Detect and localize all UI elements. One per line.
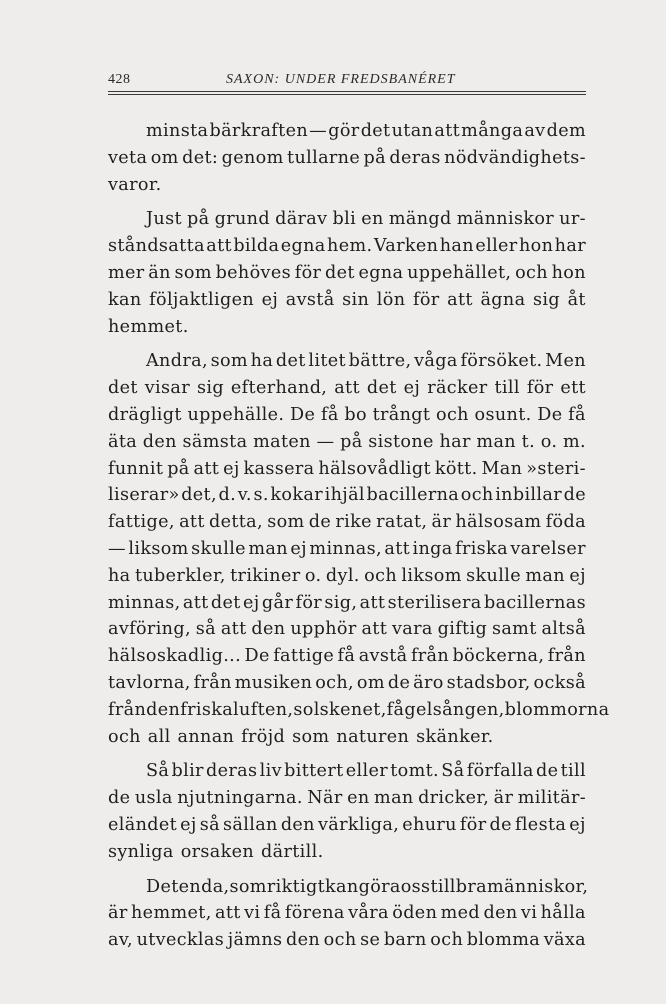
word: maten bbox=[253, 431, 311, 452]
word: tavlorna, bbox=[108, 672, 191, 693]
text-line bbox=[108, 643, 586, 670]
word: egna bbox=[280, 236, 326, 257]
text-line bbox=[108, 697, 610, 724]
word: hem. bbox=[327, 236, 373, 257]
word: sällan bbox=[223, 814, 278, 835]
word: har bbox=[554, 236, 586, 257]
word: att bbox=[447, 289, 473, 310]
text-line bbox=[108, 900, 586, 927]
word: utan bbox=[391, 121, 434, 141]
word: det bbox=[366, 378, 397, 399]
word: den bbox=[142, 431, 177, 452]
word: blomma bbox=[466, 930, 541, 951]
word: och, bbox=[315, 672, 354, 693]
text-line bbox=[108, 456, 586, 483]
word: från bbox=[193, 672, 232, 693]
word: ståndsatta bbox=[108, 236, 205, 257]
word: det bbox=[108, 378, 138, 399]
word: blommorna bbox=[504, 699, 610, 720]
word: om bbox=[356, 672, 385, 693]
text-line bbox=[108, 206, 586, 233]
word: och bbox=[323, 930, 357, 951]
text-line bbox=[108, 616, 586, 643]
text-line: hemmet. bbox=[108, 316, 189, 337]
word: friska bbox=[180, 699, 234, 720]
word: s. bbox=[253, 485, 269, 506]
word: försöket. bbox=[460, 351, 543, 372]
word: den bbox=[286, 930, 321, 951]
word: värkliga, bbox=[317, 814, 400, 835]
word: få bbox=[337, 646, 356, 667]
word: sig bbox=[533, 289, 560, 310]
word: går bbox=[261, 592, 294, 613]
word: att bbox=[359, 592, 386, 613]
word: är bbox=[108, 903, 128, 924]
word: att bbox=[384, 538, 411, 559]
word: växa bbox=[543, 930, 586, 951]
word: de bbox=[563, 485, 586, 506]
word: eller bbox=[475, 236, 518, 257]
word: uppehället, bbox=[407, 262, 512, 283]
word: åt bbox=[567, 289, 586, 310]
text-line bbox=[108, 482, 586, 509]
word: ej bbox=[223, 458, 240, 479]
text-line bbox=[108, 145, 586, 172]
word: av, bbox=[108, 930, 133, 951]
word: lön bbox=[376, 289, 406, 310]
word: skulle bbox=[466, 565, 521, 586]
word: från bbox=[547, 646, 586, 667]
word: föda bbox=[545, 512, 586, 533]
word: usla bbox=[134, 788, 173, 809]
word: inbillar bbox=[495, 485, 562, 506]
paragraph bbox=[108, 206, 586, 340]
word: att bbox=[434, 121, 461, 141]
word: förfalla bbox=[466, 761, 534, 782]
text-line bbox=[108, 287, 586, 314]
word: Just bbox=[146, 209, 182, 230]
word: — bbox=[316, 431, 335, 452]
word: med bbox=[440, 903, 481, 924]
text-line bbox=[108, 670, 586, 697]
word: oss bbox=[400, 876, 431, 897]
word: på bbox=[167, 458, 190, 479]
paragraph bbox=[108, 348, 610, 750]
word: man bbox=[476, 431, 516, 452]
text-line bbox=[108, 118, 586, 145]
body-text bbox=[108, 118, 610, 954]
word: Man bbox=[481, 458, 523, 479]
word: kokar bbox=[270, 485, 323, 506]
word: rike bbox=[335, 512, 372, 533]
text-line bbox=[108, 429, 586, 456]
word: hålla bbox=[540, 903, 586, 924]
word: från bbox=[410, 646, 450, 667]
word: de bbox=[387, 672, 411, 693]
word: fattige bbox=[273, 646, 335, 667]
word: som bbox=[174, 262, 212, 283]
word: friska bbox=[455, 538, 508, 559]
word: öden bbox=[392, 903, 438, 924]
word: att bbox=[215, 903, 241, 924]
word: sig, bbox=[324, 592, 358, 613]
word: flesta bbox=[514, 814, 567, 835]
word: uppehälle. bbox=[187, 404, 285, 425]
word: dricker, bbox=[418, 788, 490, 809]
text-line bbox=[108, 563, 586, 590]
word: Varken bbox=[373, 236, 439, 257]
word: göra bbox=[358, 876, 401, 897]
word: på bbox=[340, 431, 363, 452]
word: äta bbox=[108, 431, 138, 452]
word: för bbox=[295, 592, 323, 613]
word: de bbox=[489, 814, 512, 835]
word: för bbox=[526, 378, 554, 399]
word: få bbox=[320, 404, 339, 425]
word: litet bbox=[308, 351, 346, 372]
word: de bbox=[536, 761, 559, 782]
text-line bbox=[108, 348, 586, 375]
word: om bbox=[150, 147, 179, 168]
word: på bbox=[363, 147, 386, 168]
word: avstå bbox=[358, 646, 408, 667]
word: våga bbox=[414, 351, 458, 372]
word: att bbox=[179, 512, 205, 533]
word: sin bbox=[342, 289, 370, 310]
word: njutningarna. bbox=[177, 788, 303, 809]
text-line bbox=[108, 874, 589, 901]
word: De bbox=[244, 646, 270, 667]
word: är bbox=[431, 512, 452, 533]
word: dyl. bbox=[325, 565, 360, 586]
word: avföring, bbox=[108, 619, 191, 640]
word: ej bbox=[180, 814, 197, 835]
word: ej bbox=[403, 378, 421, 399]
word: en bbox=[347, 788, 370, 809]
word: en bbox=[361, 209, 384, 230]
word: Andra, bbox=[146, 351, 208, 372]
word: behöves bbox=[215, 262, 291, 283]
word: tullarne bbox=[287, 147, 361, 168]
word: och bbox=[430, 930, 464, 951]
word: att bbox=[182, 592, 209, 613]
word: solskenet, bbox=[293, 699, 387, 720]
word: ej bbox=[569, 565, 586, 586]
word: kött. bbox=[434, 458, 478, 479]
page-number: 428 bbox=[108, 72, 131, 87]
word: trikiner bbox=[230, 565, 301, 586]
word: ur- bbox=[559, 209, 586, 230]
word: mängd bbox=[388, 209, 452, 230]
word: — bbox=[309, 121, 328, 141]
text-line bbox=[108, 233, 586, 260]
page-header bbox=[108, 72, 586, 92]
word: som bbox=[267, 512, 305, 533]
text-line: varor. bbox=[108, 174, 162, 195]
text-line bbox=[108, 812, 586, 839]
word: för bbox=[459, 814, 487, 835]
word: ehuru bbox=[402, 814, 457, 835]
paragraph bbox=[108, 118, 586, 198]
word: till bbox=[560, 761, 586, 782]
word: är bbox=[493, 788, 514, 809]
word: många bbox=[461, 121, 524, 141]
word: dem bbox=[546, 121, 586, 141]
word: följaktligen bbox=[149, 289, 255, 310]
word: fattige, bbox=[108, 512, 175, 533]
word: människor bbox=[456, 209, 555, 230]
word: t. bbox=[521, 431, 536, 452]
word: liv bbox=[259, 761, 282, 782]
word: att bbox=[193, 458, 220, 479]
word: man bbox=[374, 788, 414, 809]
word: räcker bbox=[427, 378, 488, 399]
word: varelser bbox=[510, 538, 586, 559]
word: den bbox=[483, 903, 518, 924]
word: ej bbox=[261, 289, 279, 310]
paragraph bbox=[108, 758, 586, 865]
word: bacillernas bbox=[483, 592, 586, 613]
word: Det bbox=[146, 876, 179, 897]
word: musiken bbox=[234, 672, 313, 693]
word: kan bbox=[108, 289, 142, 310]
word: sig bbox=[196, 378, 224, 399]
word: egna bbox=[358, 262, 404, 283]
word: och bbox=[364, 565, 397, 586]
word: sistone bbox=[368, 431, 434, 452]
word: eländet bbox=[108, 814, 178, 835]
word: det bbox=[324, 262, 355, 283]
paragraph bbox=[108, 874, 589, 954]
word: efterhand, bbox=[230, 378, 328, 399]
word: ej bbox=[290, 538, 307, 559]
text-line: synliga orsaken därtill. bbox=[108, 841, 324, 862]
word: barn bbox=[383, 930, 427, 951]
word: samt bbox=[491, 619, 537, 640]
word: för bbox=[413, 289, 440, 310]
word: stadsbor, bbox=[446, 672, 531, 693]
word: funnit bbox=[108, 458, 164, 479]
word: fågelsången, bbox=[386, 699, 505, 720]
word: liksom bbox=[128, 538, 189, 559]
word: mer bbox=[108, 262, 145, 283]
word: deras bbox=[206, 761, 258, 782]
word: man bbox=[525, 565, 565, 586]
word: ej bbox=[243, 592, 260, 613]
running-title: SAXON: UNDER FREDSBANÉRET bbox=[226, 72, 456, 87]
word: hon bbox=[518, 236, 554, 257]
word: ihjäl bbox=[324, 485, 365, 506]
word: den bbox=[251, 619, 286, 640]
word: våra bbox=[348, 903, 389, 924]
word: ej bbox=[569, 814, 586, 835]
word: blir bbox=[171, 761, 204, 782]
word: hälsoskadlig... bbox=[108, 646, 242, 667]
word: liksom bbox=[401, 565, 462, 586]
word: vi bbox=[244, 903, 261, 924]
word: bittert bbox=[284, 761, 344, 782]
word: gör bbox=[328, 121, 360, 141]
header-rule-top bbox=[108, 91, 586, 92]
word: kan bbox=[325, 876, 359, 897]
word: o. bbox=[304, 565, 322, 586]
word: d. bbox=[218, 485, 237, 506]
word: giftig bbox=[437, 619, 488, 640]
word: av bbox=[524, 121, 546, 141]
word: har bbox=[439, 431, 471, 452]
word: det bbox=[210, 592, 241, 613]
text-line bbox=[108, 590, 586, 617]
word: än bbox=[148, 262, 171, 283]
word: detta, bbox=[208, 512, 263, 533]
word: riktigt bbox=[266, 876, 326, 897]
word: vi bbox=[520, 903, 538, 924]
word: minsta bbox=[146, 121, 209, 141]
text-line bbox=[108, 536, 586, 563]
word: som bbox=[210, 351, 248, 372]
word: ha bbox=[250, 351, 274, 372]
word: luften, bbox=[233, 699, 294, 720]
text-line bbox=[108, 509, 586, 536]
word: det: bbox=[182, 147, 219, 168]
word: liserar» bbox=[108, 485, 180, 506]
word: han bbox=[439, 236, 474, 257]
word: bärkraften bbox=[209, 121, 309, 141]
word: och bbox=[436, 404, 469, 425]
word: avstå bbox=[285, 289, 335, 310]
word: böckerna, bbox=[452, 646, 545, 667]
word: sämsta bbox=[182, 431, 248, 452]
word: bra bbox=[455, 876, 488, 897]
word: trångt bbox=[372, 404, 431, 425]
word: den bbox=[280, 814, 315, 835]
text-line: och all annan fröjd som naturen skänker. bbox=[108, 726, 494, 747]
word: det, bbox=[181, 485, 217, 506]
word: Men bbox=[545, 351, 586, 372]
word: militär- bbox=[517, 788, 586, 809]
word: till bbox=[430, 876, 456, 897]
word: o. bbox=[540, 431, 558, 452]
text-line bbox=[108, 260, 586, 287]
word: de bbox=[108, 788, 131, 809]
text-line bbox=[108, 785, 586, 812]
word: ägna bbox=[480, 289, 526, 310]
word: altså bbox=[541, 619, 586, 640]
word: bilda bbox=[233, 236, 280, 257]
word: man bbox=[248, 538, 288, 559]
word: nödvändighets- bbox=[444, 147, 586, 168]
word: och bbox=[515, 262, 548, 283]
word: bättre, bbox=[348, 351, 412, 372]
word: på bbox=[187, 209, 210, 230]
word: v. bbox=[237, 485, 252, 506]
word: från bbox=[108, 699, 147, 720]
word: visar bbox=[144, 378, 191, 399]
word: enda, bbox=[178, 876, 230, 897]
word: »steri- bbox=[526, 458, 586, 479]
word: ratat, bbox=[376, 512, 428, 533]
word: utvecklas bbox=[136, 930, 225, 951]
word: hemmet, bbox=[131, 903, 212, 924]
word: genom bbox=[221, 147, 284, 168]
word: för bbox=[294, 262, 322, 283]
text-line bbox=[108, 402, 586, 429]
word: som bbox=[229, 876, 267, 897]
word: ha bbox=[108, 565, 131, 586]
word: bacillerna bbox=[366, 485, 460, 506]
word: bli bbox=[332, 209, 357, 230]
word: sterilisera bbox=[387, 592, 482, 613]
word: få bbox=[568, 404, 586, 425]
word: att bbox=[206, 236, 232, 257]
word: och bbox=[460, 485, 494, 506]
word: När bbox=[307, 788, 343, 809]
word: jämns bbox=[227, 930, 283, 951]
word: osunt. bbox=[474, 404, 532, 425]
word: drägligt bbox=[108, 404, 182, 425]
word: de bbox=[308, 512, 332, 533]
word: människor, bbox=[487, 876, 589, 897]
word: kassera bbox=[243, 458, 315, 479]
word: till bbox=[494, 378, 520, 399]
word: så bbox=[195, 619, 216, 640]
word: skulle bbox=[191, 538, 246, 559]
word: tuberkler, bbox=[134, 565, 226, 586]
text-line bbox=[108, 758, 586, 785]
word: det bbox=[275, 351, 306, 372]
word: inga bbox=[412, 538, 453, 559]
word: De bbox=[537, 404, 563, 425]
word: Så bbox=[441, 761, 465, 782]
word: De bbox=[290, 404, 316, 425]
word: förena bbox=[284, 903, 345, 924]
text-line bbox=[108, 375, 586, 402]
word: se bbox=[360, 930, 381, 951]
word: upphör bbox=[290, 619, 357, 640]
word: hälsosam bbox=[455, 512, 542, 533]
word: minnas, bbox=[309, 538, 382, 559]
word: att bbox=[220, 619, 247, 640]
word: tomt. bbox=[390, 761, 439, 782]
word: m. bbox=[562, 431, 586, 452]
word: också bbox=[533, 672, 586, 693]
word: att bbox=[361, 619, 388, 640]
word: att bbox=[334, 378, 360, 399]
word: äro bbox=[413, 672, 444, 693]
word: — bbox=[108, 538, 126, 559]
word: det bbox=[360, 121, 391, 141]
word: få bbox=[263, 903, 282, 924]
word: deras bbox=[389, 147, 441, 168]
word: hon bbox=[551, 262, 586, 283]
word: vara bbox=[392, 619, 433, 640]
word: Så bbox=[146, 761, 170, 782]
header-rule-bottom bbox=[108, 94, 586, 95]
word: minnas, bbox=[108, 592, 181, 613]
text-line bbox=[108, 927, 586, 954]
word: bo bbox=[344, 404, 367, 425]
word: veta bbox=[108, 147, 148, 168]
word: den bbox=[146, 699, 181, 720]
word: ett bbox=[560, 378, 586, 399]
word: så bbox=[199, 814, 220, 835]
word: eller bbox=[345, 761, 388, 782]
word: därav bbox=[275, 209, 328, 230]
word: grund bbox=[214, 209, 270, 230]
word: hälsovådligt bbox=[318, 458, 431, 479]
